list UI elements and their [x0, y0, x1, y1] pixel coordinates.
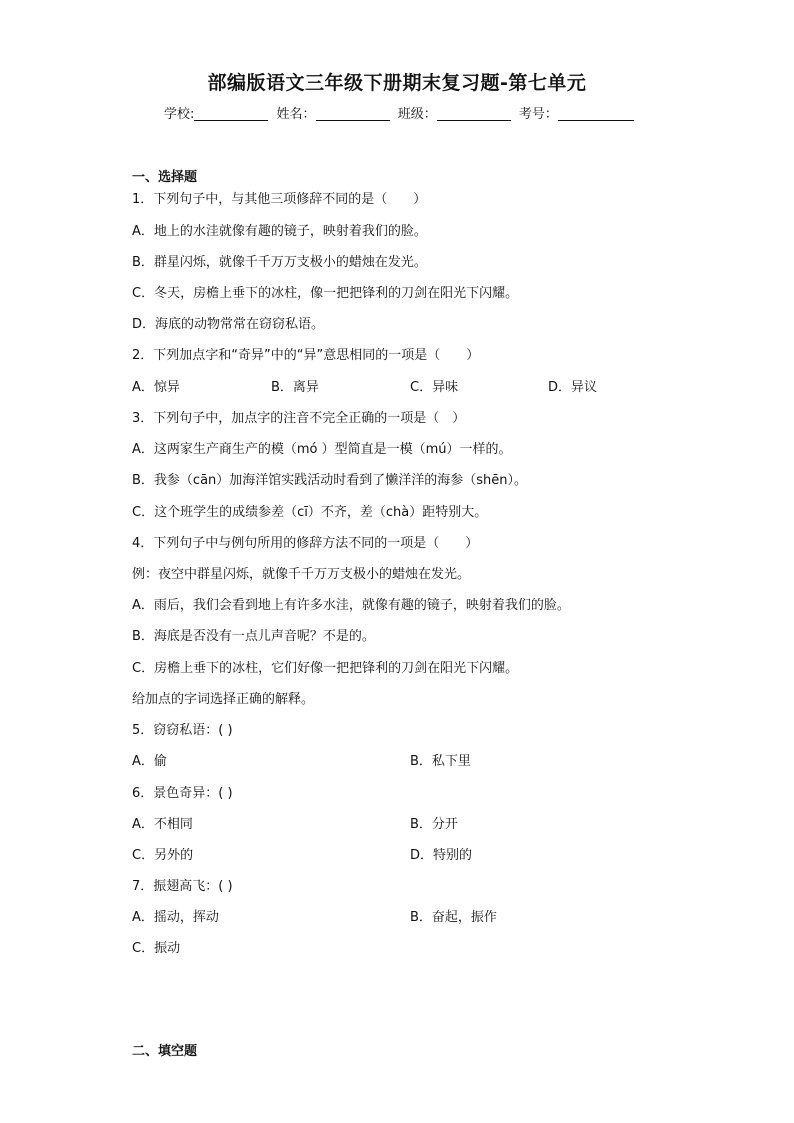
q4-option-b: B．海底是否没有一点儿声音呢？不是的。: [132, 629, 375, 644]
q1-option-c: C．冬天，房檐上垂下的冰柱，像一把把锋利的刀剑在阳光下闪耀。: [132, 286, 519, 301]
class-label: 班级：: [397, 107, 437, 122]
section-heading-fill: 二、填空题: [132, 1044, 198, 1059]
section-heading-choice: 一、选择题: [132, 170, 198, 185]
q7-option-c: C．振动: [132, 941, 181, 956]
q5-option-a: A．偷: [132, 754, 167, 769]
q2-stem: 2．下列加点字和“奇异”中的“异”意思相同的一项是（ ）: [132, 348, 480, 363]
class-blank: [437, 106, 511, 121]
q4-example: 例：夜空中群星闪烁，就像千千万万支极小的蜡烛在发光。: [132, 567, 471, 582]
q2-option-b: B．离异: [271, 380, 319, 395]
q7-option-b: B．奋起，振作: [410, 910, 497, 925]
q3-stem: 3．下列句子中，加点字的注音不完全正确的一项是（ ）: [132, 411, 466, 426]
q4-option-c: C．房檐上垂下的冰柱，它们好像一把把锋利的刀剑在阳光下闪耀。: [132, 661, 519, 676]
student-info-line: [164, 103, 638, 122]
q7-stem: 7．振翅高飞：( ): [132, 879, 233, 894]
q3-option-b: B．我参（cān）加海洋馆实践活动时看到了懒洋洋的海参（shēn）。: [132, 473, 528, 488]
q1-stem: 1．下列句子中，与其他三项修辞不同的是（ ）: [132, 192, 427, 207]
q6-option-a: A．不相同: [132, 817, 193, 832]
school-label: 学校:: [164, 107, 195, 122]
number-blank: [558, 106, 634, 121]
school-blank: [194, 106, 268, 121]
q4-stem: 4．下列句子中与例句所用的修辞方法不同的一项是（ ）: [132, 536, 479, 551]
q1-option-d: D．海底的动物常常在窃窃私语。: [132, 317, 325, 332]
q6-option-d: D．特别的: [410, 848, 473, 863]
q2-option-c: C．异味: [410, 380, 459, 395]
q6-option-b: B．分开: [410, 817, 458, 832]
q4-option-a: A．雨后，我们会看到地上有许多水洼，就像有趣的镜子，映射着我们的脸。: [132, 598, 570, 613]
name-blank: [316, 106, 390, 121]
q2-option-d: D．异议: [548, 380, 598, 395]
q5-option-b: B．私下里: [410, 754, 471, 769]
q6-option-c: C．另外的: [132, 848, 194, 863]
number-label: 考号：: [518, 107, 558, 122]
q1-option-b: B．群星闪烁，就像千千万万支极小的蜡烛在发光。: [132, 255, 427, 270]
q1-option-a: A．地上的水洼就像有趣的镜子，映射着我们的脸。: [132, 224, 427, 239]
q7-option-a: A．摇动，挥动: [132, 910, 219, 925]
q6-stem: 6．景色奇异：( ): [132, 786, 233, 801]
name-label: 姓名：: [276, 107, 316, 122]
q3-option-c: C．这个班学生的成绩参差（cī）不齐，差（chà）距特别大。: [132, 505, 488, 520]
q2-option-a: A．惊异: [132, 380, 180, 395]
page-title: 部编版语文三年级下册期末复习题-第七单元: [207, 72, 587, 94]
instruction-text: 给加点的字词选择正确的解释。: [132, 692, 315, 707]
q5-stem: 5．窃窃私语：( ): [132, 723, 233, 738]
q3-option-a: A．这两家生产商生产的模（mó ）型简直是一模（mú）一样的。: [132, 442, 512, 457]
